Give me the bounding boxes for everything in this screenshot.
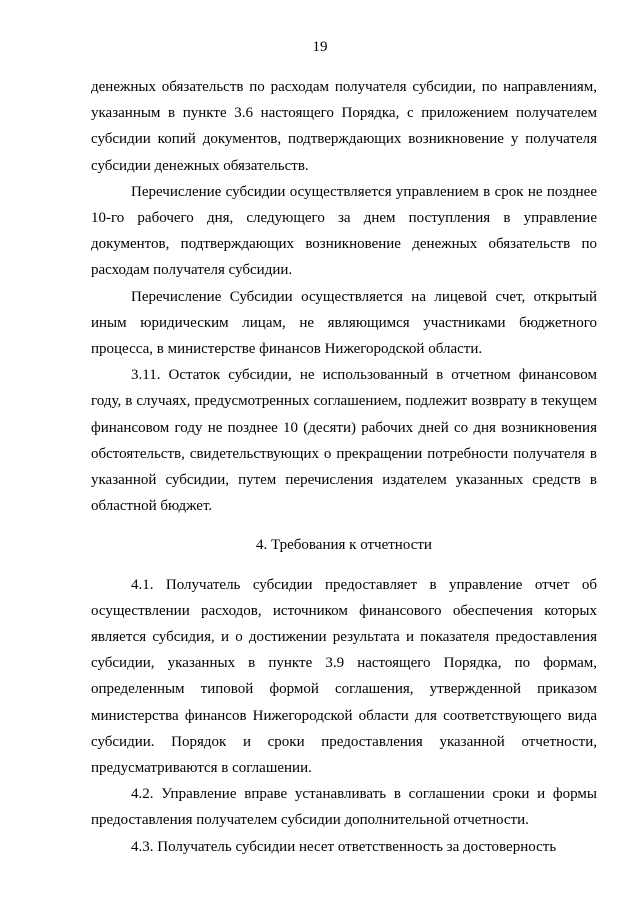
paragraph: 4.2. Управление вправе устанавливать в соглашении сроки и формы предоставления получателем субсидии дополнительной отчетности. xyxy=(91,786,597,829)
paragraph: Перечисление Субсидии осуществляется на лицевой счет, открытый иным юридическим лицам, не являющимся участниками бюджетного процесса, в министерстве финансов Нижегородской области. xyxy=(91,288,597,358)
paragraph: 4.3. Получатель субсидии несет ответственность за достоверность xyxy=(131,838,557,855)
paragraph: 3.11. Остаток субсидии, не использованный в отчетном финансовом году, в случаях, предусмотренных соглашением, подлежит возврату в текущем финансовом году не позднее 10 (десяти) рабочих дней со дня возникновения обстоятельств, свидетельствующих о прекращении потребности получателя в указанной субсидии, путем перечисления издателем указанных средств в областной бюджет. xyxy=(91,367,597,515)
paragraph: Перечисление субсидии осуществляется управлением в срок не позднее 10-го рабочего дня, следующего за днем поступления в управление документов, подтверждающих возникновение денежных обязательств по расходам получателя субсидии. xyxy=(91,183,597,279)
document-body xyxy=(91,74,597,860)
section-heading: 4. Требования к отчетности xyxy=(256,537,432,554)
paragraph: денежных обязательств по расходам получателя субсидии, по направлениям, указанным в пункте 3.6 настоящего Порядка, с приложением получателем субсидии копий документов, подтверждающих возникновение у получателя субсидии денежных обязательств. xyxy=(91,79,597,174)
page-number: 19 xyxy=(312,39,328,55)
paragraph: 4.1. Получатель субсидии предоставляет в управление отчет об осуществлении расходов, источником финансового обеспечения которых является субсидия, и о достижении результата и показателя предоставления субсидии, указанных в пункте 3.9 настоящего Порядка, по формам, определенным типовой формой соглашения, утвержденной приказом министерства финансов Нижегородской области для соответствующего вида субсидии. Порядок и сроки предоставления указанной отчетности, предусматриваются в соглашении. xyxy=(91,576,597,777)
